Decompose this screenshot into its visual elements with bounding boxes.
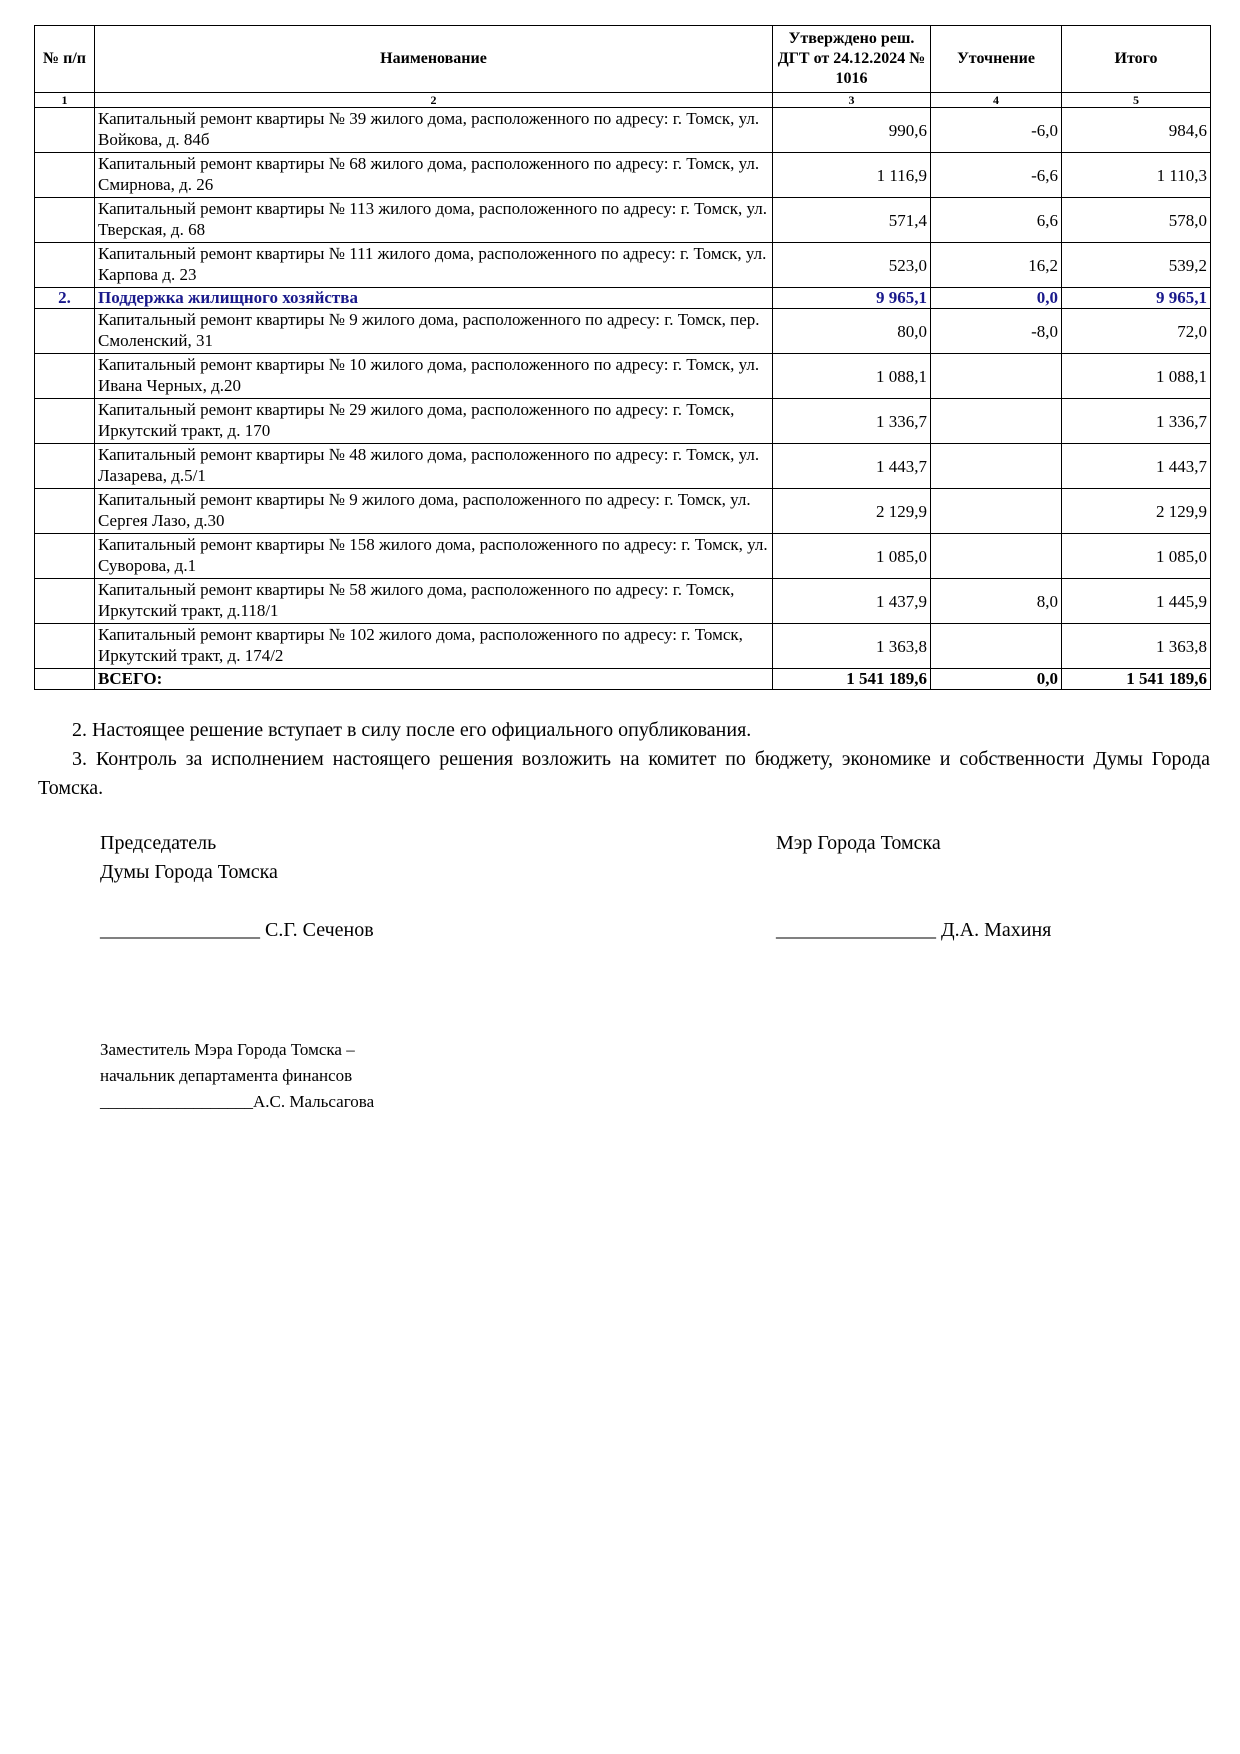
row-idx: [35, 489, 95, 534]
header-name: Наименование: [95, 26, 773, 93]
row-approved: 1 437,9: [773, 579, 931, 624]
row-change: 8,0: [931, 579, 1062, 624]
row-change: [931, 354, 1062, 399]
row-total: 578,0: [1062, 198, 1211, 243]
chair-signature-line: ________________ С.Г. Сеченов: [100, 919, 374, 941]
row-change: 6,6: [931, 198, 1062, 243]
table-row: [35, 444, 1211, 489]
paragraph-3: 3. Контроль за исполнением настоящего решения возложить на комитет по бюджету, экономике и собственности Думы Города Томска.: [38, 748, 1210, 799]
row-change: [931, 489, 1062, 534]
row-change: -6,6: [931, 153, 1062, 198]
row-idx: [35, 624, 95, 669]
row-change: 16,2: [931, 243, 1062, 288]
deputy-signature-line: __________________А.С. Мальсагова: [100, 1092, 375, 1111]
row-change: [931, 624, 1062, 669]
column-number: 3: [773, 93, 931, 108]
paragraph-2: 2. Настоящее решение вступает в силу после его официального опубликования.: [72, 719, 752, 741]
table-row: [35, 309, 1211, 354]
row-total: 2 129,9: [1062, 489, 1211, 534]
total-change: 0,0: [931, 669, 1062, 690]
row-total: 1 363,8: [1062, 624, 1211, 669]
row-name: Капитальный ремонт квартиры № 113 жилого дома, расположенного по адресу: г. Томск, ул. Тверская, д. 68: [95, 198, 773, 243]
row-approved: 1 088,1: [773, 354, 931, 399]
chair-title-2: Думы Города Томска: [100, 861, 278, 883]
row-idx: [35, 399, 95, 444]
row-approved: 1 116,9: [773, 153, 931, 198]
row-name: Капитальный ремонт квартиры № 58 жилого дома, расположенного по адресу: г. Томск, Иркутский тракт, д.118/1: [95, 579, 773, 624]
mayor-signature-line: ________________ Д.А. Махиня: [776, 919, 1052, 941]
mayor-title: Мэр Города Томска: [776, 832, 941, 854]
total-label: ВСЕГО:: [95, 669, 773, 690]
column-number-row: [35, 93, 1211, 108]
header-idx: № п/п: [35, 26, 95, 93]
row-total: 984,6: [1062, 108, 1211, 153]
row-total: 1 085,0: [1062, 534, 1211, 579]
grand-total-row: [35, 669, 1211, 690]
row-approved: 2 129,9: [773, 489, 931, 534]
row-name: Капитальный ремонт квартиры № 102 жилого дома, расположенного по адресу: г. Томск, Иркутский тракт, д. 174/2: [95, 624, 773, 669]
row-idx: [35, 309, 95, 354]
row-total: 1 443,7: [1062, 444, 1211, 489]
table-row: [35, 399, 1211, 444]
row-idx: [35, 198, 95, 243]
table-row: [35, 489, 1211, 534]
chair-title-1: Председатель: [100, 832, 217, 854]
row-approved: 1 085,0: [773, 534, 931, 579]
row-idx: [35, 444, 95, 489]
row-name: Капитальный ремонт квартиры № 9 жилого дома, расположенного по адресу: г. Томск, ул. Сергея Лазо, д.30: [95, 489, 773, 534]
table-row: [35, 153, 1211, 198]
table-header-row: [35, 26, 1211, 93]
row-idx: [35, 534, 95, 579]
row-change: [931, 534, 1062, 579]
row-idx: [35, 108, 95, 153]
row-approved: 1 336,7: [773, 399, 931, 444]
section-total: 9 965,1: [1062, 288, 1211, 309]
row-total: 1 445,9: [1062, 579, 1211, 624]
section-name: Поддержка жилищного хозяйства: [95, 288, 773, 309]
total-total: 1 541 189,6: [1062, 669, 1211, 690]
column-number: 2: [95, 93, 773, 108]
row-idx: [35, 579, 95, 624]
table-row: [35, 579, 1211, 624]
row-change: -6,0: [931, 108, 1062, 153]
row-change: [931, 444, 1062, 489]
header-approved: Утверждено реш. ДГТ от 24.12.2024 № 1016: [773, 26, 931, 93]
row-approved: 1 363,8: [773, 624, 931, 669]
row-approved: 571,4: [773, 198, 931, 243]
row-idx: [35, 354, 95, 399]
row-idx: [35, 243, 95, 288]
header-change: Уточнение: [931, 26, 1062, 93]
table-row: [35, 198, 1211, 243]
column-number: 1: [35, 93, 95, 108]
row-total: 1 110,3: [1062, 153, 1211, 198]
section-row: [35, 288, 1211, 309]
table-row: [35, 624, 1211, 669]
row-name: Капитальный ремонт квартиры № 48 жилого дома, расположенного по адресу: г. Томск, ул. Лазарева, д.5/1: [95, 444, 773, 489]
total-approved: 1 541 189,6: [773, 669, 931, 690]
row-total: 72,0: [1062, 309, 1211, 354]
row-name: Капитальный ремонт квартиры № 39 жилого дома, расположенного по адресу: г. Томск, ул. Войкова, д. 84б: [95, 108, 773, 153]
column-number: 4: [931, 93, 1062, 108]
budget-table: [34, 25, 1211, 690]
row-approved: 990,6: [773, 108, 931, 153]
row-approved: 1 443,7: [773, 444, 931, 489]
table-row: [35, 534, 1211, 579]
row-name: Капитальный ремонт квартиры № 68 жилого дома, расположенного по адресу: г. Томск, ул. Смирнова, д. 26: [95, 153, 773, 198]
section-approved: 9 965,1: [773, 288, 931, 309]
table-row: [35, 108, 1211, 153]
table-row: [35, 354, 1211, 399]
row-change: [931, 399, 1062, 444]
row-total: 539,2: [1062, 243, 1211, 288]
row-change: -8,0: [931, 309, 1062, 354]
row-approved: 523,0: [773, 243, 931, 288]
deputy-title-1: Заместитель Мэра Города Томска –: [100, 1040, 355, 1059]
row-idx: [35, 153, 95, 198]
header-total: Итого: [1062, 26, 1211, 93]
row-approved: 80,0: [773, 309, 931, 354]
row-total: 1 336,7: [1062, 399, 1211, 444]
column-number: 5: [1062, 93, 1211, 108]
row-name: Капитальный ремонт квартиры № 29 жилого дома, расположенного по адресу: г. Томск, Иркутский тракт, д. 170: [95, 399, 773, 444]
section-idx: 2.: [35, 288, 95, 309]
table-row: [35, 243, 1211, 288]
section-change: 0,0: [931, 288, 1062, 309]
deputy-title-2: начальник департамента финансов: [100, 1066, 353, 1085]
row-total: 1 088,1: [1062, 354, 1211, 399]
row-name: Капитальный ремонт квартиры № 158 жилого дома, расположенного по адресу: г. Томск, ул. Суворова, д.1: [95, 534, 773, 579]
row-name: Капитальный ремонт квартиры № 111 жилого дома, расположенного по адресу: г. Томск, ул. Карпова д. 23: [95, 243, 773, 288]
row-name: Капитальный ремонт квартиры № 9 жилого дома, расположенного по адресу: г. Томск, пер. Смоленский, 31: [95, 309, 773, 354]
row-name: Капитальный ремонт квартиры № 10 жилого дома, расположенного по адресу: г. Томск, ул. Ивана Черных, д.20: [95, 354, 773, 399]
total-idx: [35, 669, 95, 690]
